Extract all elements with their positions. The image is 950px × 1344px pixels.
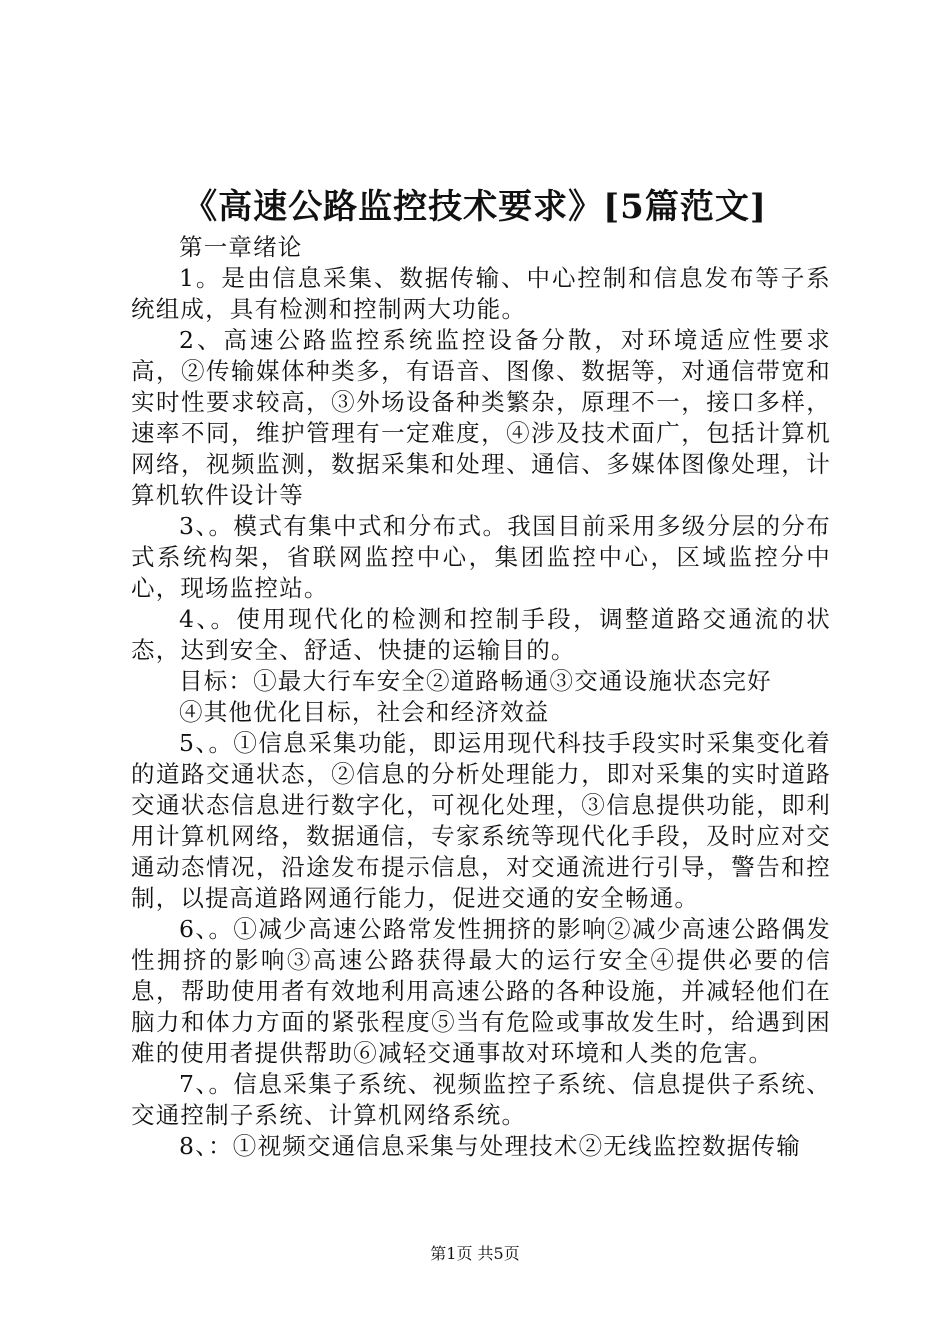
paragraph-goals-continued: ④其他优化目标，社会和经济效益 [179,698,550,726]
paragraph-2: 2、高速公路监控系统监控设备分散，对环境适应性要求高，②传输媒体种类多，有语音、图像、数据等，对通信带宽和实时性要求较高，③外场设备种类繁杂，原理不一，接口多样，速率不同，维护管理有一定难度，④涉及技术面广，包括计算机网络，视频监测，数据采集和处理、通信、多媒体图像处理，计算机软件设计等 [131,326,831,509]
paragraph-5: 5、。①信息采集功能，即运用现代科技手段实时采集变化着的道路交通状态，②信息的分析处理能力，即对采集的实时道路交通状态信息进行数字化，可视化处理，③信息提供功能，即利用计算机网络，数据通信，专家系统等现代化手段，及时应对交通动态情况，沿途发布提示信息，对交通流进行引导，警告和控制，以提高道路网通行能力，促进交通的安全畅通。 [131,729,831,912]
document-title: 《高速公路监控技术要求》[5篇范文] [183,187,767,227]
paragraph-goals: 目标：①最大行车安全②道路畅通③交通设施状态完好 [179,667,772,695]
paragraph-7: 7、。信息采集子系统、视频监控子系统、信息提供子系统、交通控制子系统、计算机网络系统。 [131,1070,831,1129]
paragraph-3: 3、。模式有集中式和分布式。我国目前采用多级分层的分布式系统构架，省联网监控中心，集团监控中心，区域监控分中心，现场监控站。 [131,512,831,602]
document-body [131,232,831,1162]
chapter-heading: 第一章绪论 [179,233,303,261]
paragraph-1: 1。是由信息采集、数据传输、中心控制和信息发布等子系统组成，具有检测和控制两大功能。 [131,264,831,323]
paragraph-6: 6、。①减少高速公路常发性拥挤的影响②减少高速公路偶发性拥挤的影响③高速公路获得最大的运行安全④提供必要的信息，帮助使用者有效地利用高速公路的各种设施，并减轻他们在脑力和体力方面的紧张程度⑤当有危险或事故发生时，给遇到困难的使用者提供帮助⑥减轻交通事故对环境和人类的危害。 [131,915,831,1067]
paragraph-4: 4、。使用现代化的检测和控制手段，调整道路交通流的状态，达到安全、舒适、快捷的运输目的。 [131,605,831,664]
paragraph-8: 8、：①视频交通信息采集与处理技术②无线监控数据传输 [179,1132,801,1160]
page-number-footer: 第1页 共5页 [430,1244,520,1263]
